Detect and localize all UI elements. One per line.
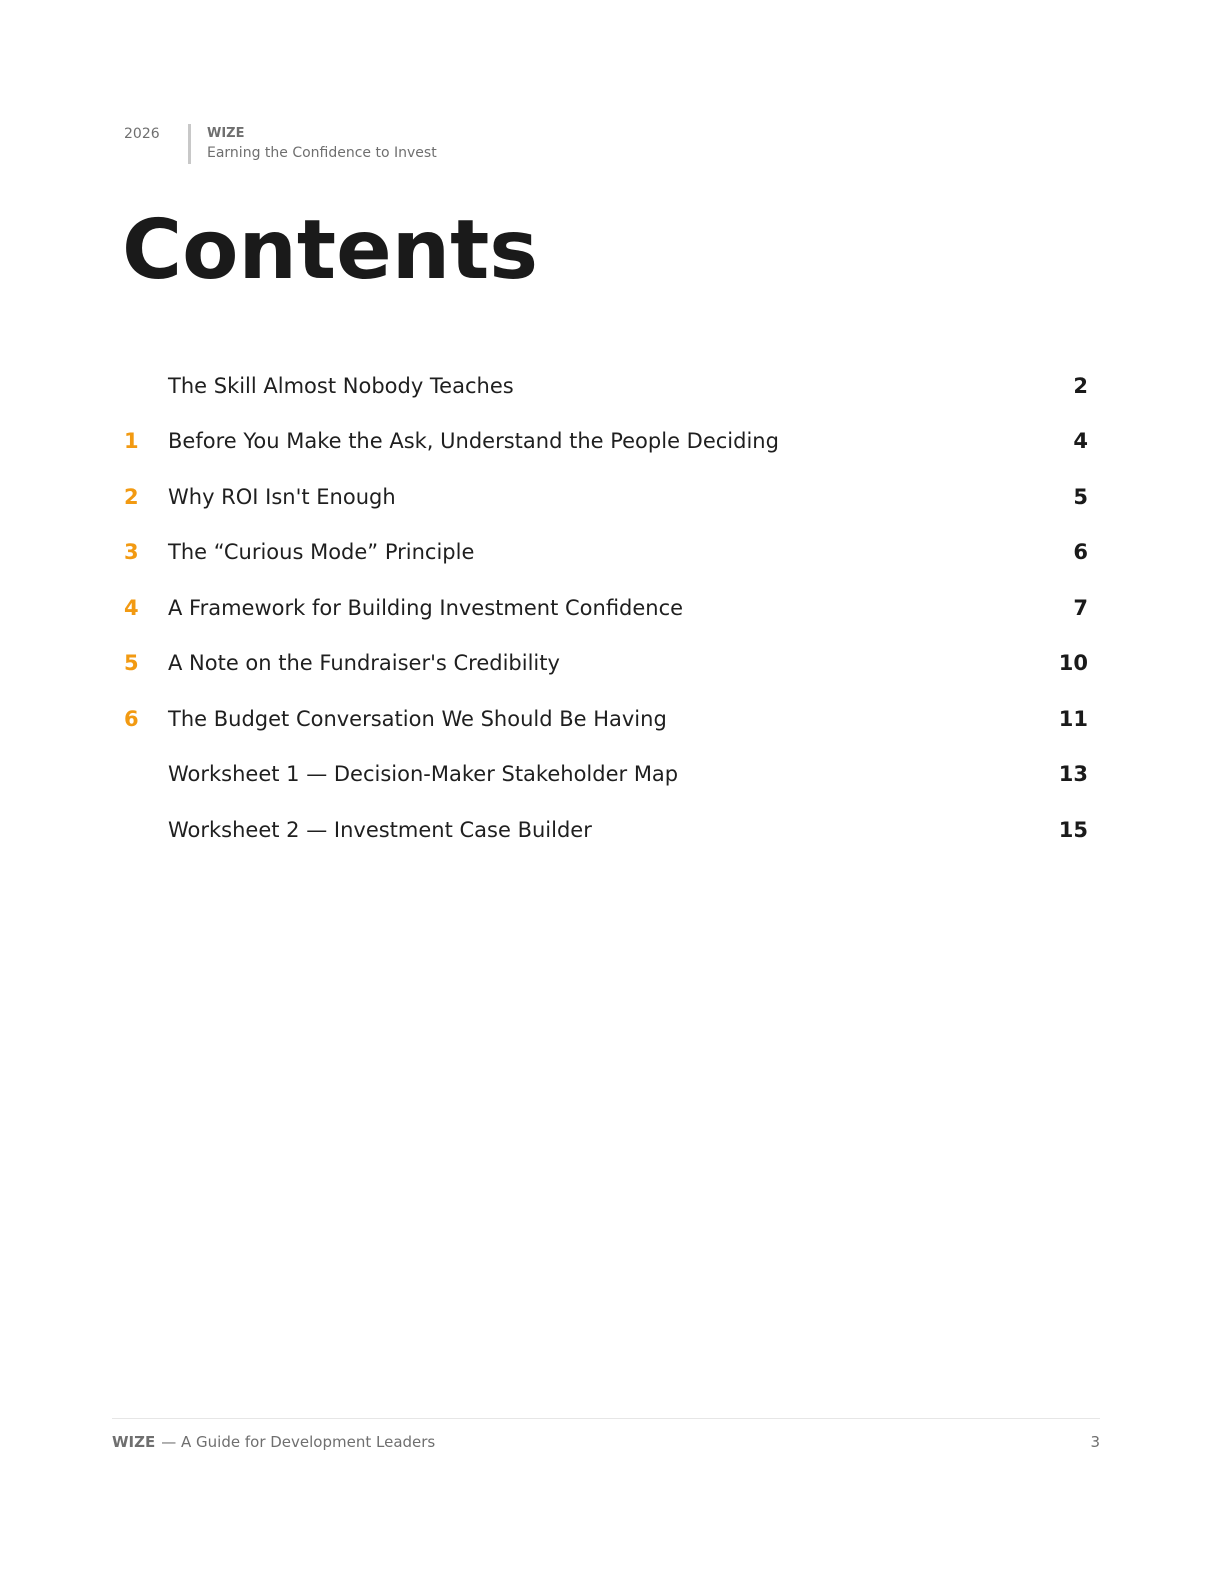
toc-entry-page: 7 <box>1073 595 1088 620</box>
header-subtitle: Earning the Confidence to Invest <box>207 145 437 161</box>
toc-entry-title[interactable]: Why ROI Isn't Enough <box>168 484 396 509</box>
toc-entry-title[interactable]: The Budget Conversation We Should Be Having <box>168 706 667 731</box>
header-year: 2026 <box>124 126 160 142</box>
toc-entry-title[interactable]: The Skill Almost Nobody Teaches <box>168 373 514 398</box>
footer-divider <box>112 1418 1100 1419</box>
toc-entry-page: 6 <box>1073 540 1088 565</box>
header-divider <box>188 124 191 164</box>
toc-entry[interactable] <box>124 747 1088 803</box>
toc-entry[interactable] <box>124 802 1088 858</box>
toc-entry-title[interactable]: A Note on the Fundraiser's Credibility <box>168 651 560 676</box>
toc-entry-title[interactable]: Worksheet 2 — Investment Case Builder <box>168 817 592 842</box>
toc-entry-page: 13 <box>1058 762 1088 787</box>
page-footer <box>112 1433 1100 1455</box>
toc-entry-page: 2 <box>1073 373 1088 398</box>
toc-entry-number: 6 <box>124 706 139 731</box>
table-of-contents <box>124 358 1088 858</box>
toc-entry-number: 5 <box>124 651 139 676</box>
toc-entry[interactable] <box>124 691 1088 747</box>
toc-entry-page: 10 <box>1058 651 1088 676</box>
toc-entry-number: 1 <box>124 429 139 454</box>
footer-tagline: — A Guide for Development Leaders <box>161 1433 436 1451</box>
toc-entry[interactable] <box>124 414 1088 470</box>
toc-entry-page: 11 <box>1058 706 1088 731</box>
toc-entry[interactable] <box>124 469 1088 525</box>
header-brand: WIZE <box>207 126 245 141</box>
footer-brand: WIZE <box>112 1433 156 1451</box>
toc-entry[interactable] <box>124 525 1088 581</box>
toc-entry[interactable] <box>124 580 1088 636</box>
toc-entry-page: 5 <box>1073 484 1088 509</box>
toc-entry-page: 15 <box>1058 817 1088 842</box>
toc-entry-title[interactable]: Worksheet 1 — Decision-Maker Stakeholder Map <box>168 762 679 787</box>
toc-entry-number: 3 <box>124 540 139 565</box>
toc-entry-number: 4 <box>124 595 139 620</box>
toc-entry-number: 2 <box>124 484 139 509</box>
footer-page-number: 3 <box>1090 1433 1100 1451</box>
toc-entry-title[interactable]: Before You Make the Ask, Understand the People Deciding <box>168 429 779 454</box>
toc-entry-title[interactable]: A Framework for Building Investment Confidence <box>168 595 684 620</box>
toc-entry[interactable] <box>124 636 1088 692</box>
toc-entry[interactable] <box>124 358 1088 414</box>
page-title: Contents <box>122 203 539 298</box>
toc-entry-page: 4 <box>1073 429 1088 454</box>
toc-entry-title[interactable]: The “Curious Mode” Principle <box>168 540 475 565</box>
